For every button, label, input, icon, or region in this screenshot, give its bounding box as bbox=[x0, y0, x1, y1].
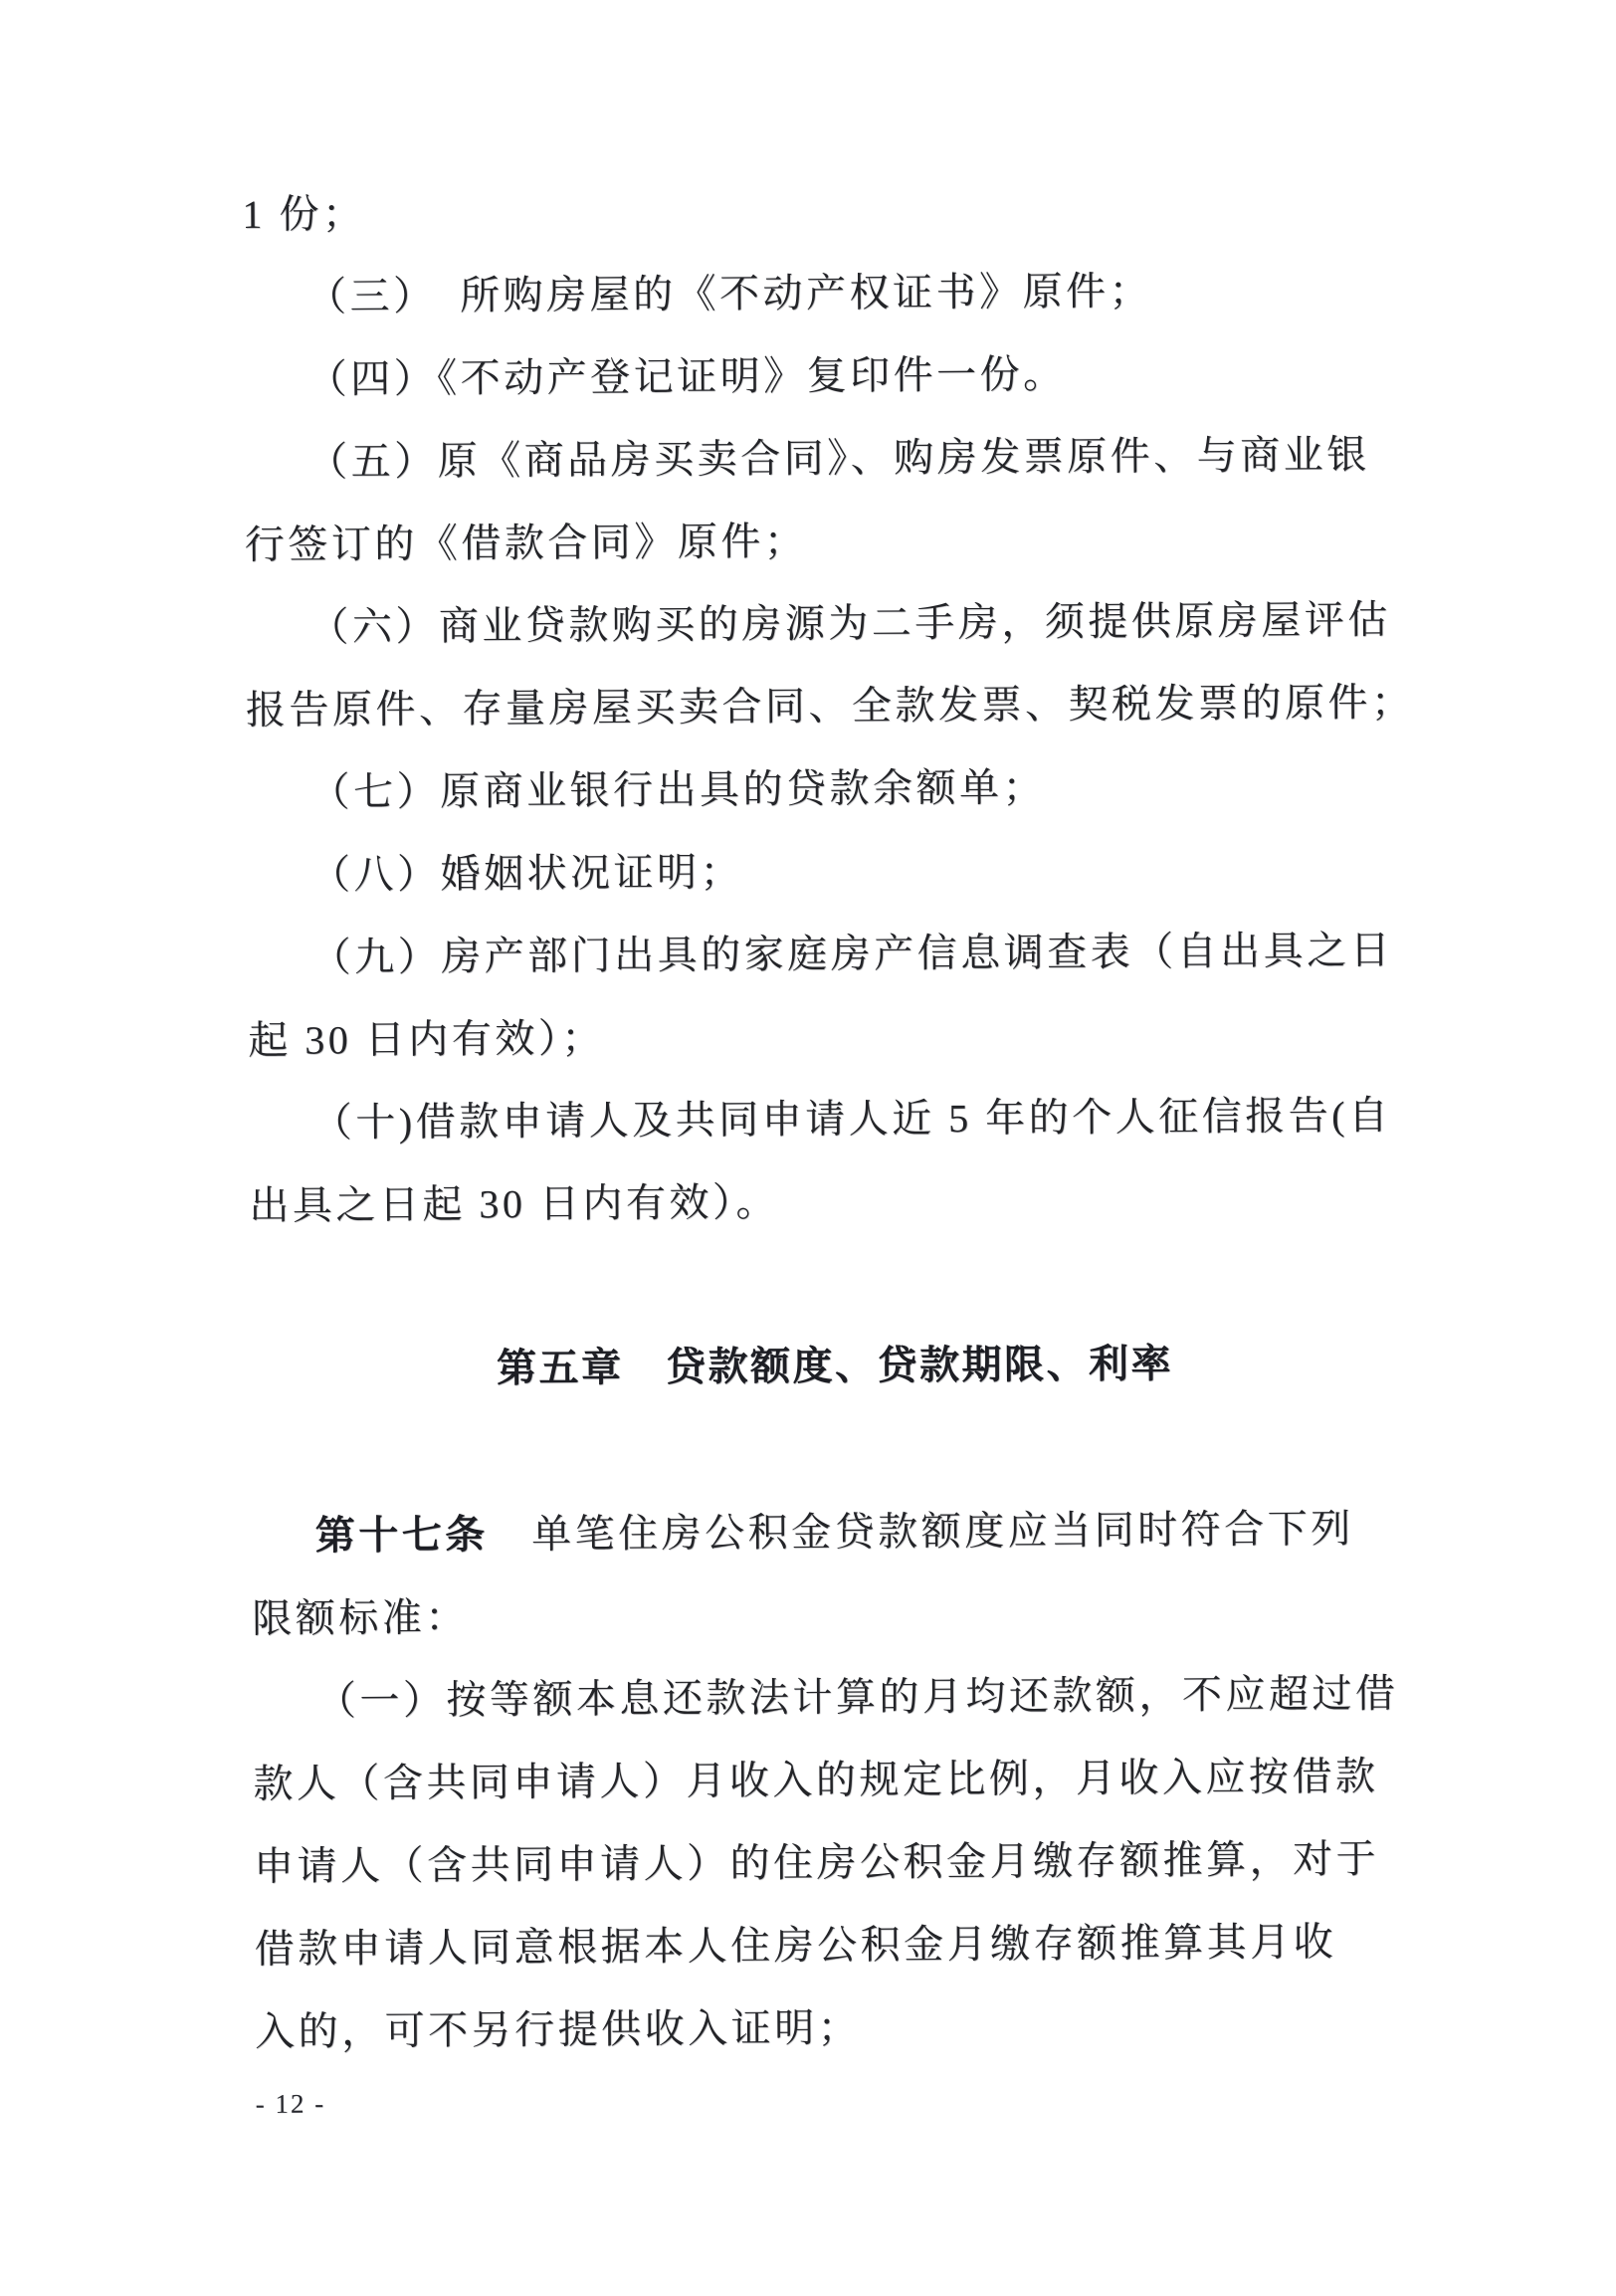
text-line: 起 30 日内有效）； bbox=[248, 1015, 605, 1064]
list-item-5: （五）原《商品房买卖合同》、购房发票原件、与商业银 bbox=[307, 432, 1370, 485]
page-content bbox=[242, 165, 1425, 2123]
text-line: 行签订的《借款合同》原件； bbox=[244, 519, 808, 568]
article-number: 第十七条 bbox=[314, 1513, 489, 1559]
article-text: 单笔住房公积金贷款额度应当同时符合下列 bbox=[488, 1506, 1354, 1558]
blank-line bbox=[251, 1404, 1421, 1495]
text-line: 限额标准： bbox=[252, 1594, 469, 1641]
text-line: 借款申请人同意根据本人住房公积金月缴存额推算其月收 bbox=[254, 1919, 1337, 1972]
article-first-line bbox=[251, 1487, 1421, 1577]
list-item-6: （六）商业贷款购买的房源为二手房，须提供原房屋评估 bbox=[308, 596, 1391, 650]
list-item-7: （七）原商业银行出具的贷款余额单； bbox=[309, 764, 1047, 815]
list-item-4: （四）《不动产登记证明》复印件一份。 bbox=[306, 351, 1067, 402]
text-line: 款人（含共同申请人）月收入的规定比例，月收入应按借款 bbox=[253, 1754, 1379, 1806]
list-item-8: （八）婚姻状况证明； bbox=[309, 849, 744, 898]
list-item-3: （三） 所购房屋的《不动产权证书》原件； bbox=[305, 268, 1153, 319]
text-line: 1 份； bbox=[242, 191, 366, 238]
blank-line bbox=[250, 1239, 1420, 1330]
text-line: 申请人（含共同申请人）的住房公积金月缴存额推算，对于 bbox=[253, 1836, 1380, 1889]
list-item-9: （九）房产部门出具的家庭房产信息调查表（自出具之日 bbox=[310, 927, 1394, 980]
list-item-1: （一）按等额本息还款法计算的月均还款额，不应超过借 bbox=[315, 1670, 1399, 1724]
text-line: 报告原件、存量房屋买卖合同、全款发票、契税发票的原件； bbox=[245, 679, 1415, 733]
chapter-heading: 第五章 贷款额度、贷款期限、利率 bbox=[496, 1342, 1174, 1391]
text-line: 出具之日起 30 日内有效）。 bbox=[249, 1179, 780, 1228]
list-item-10: （十)借款申请人及共同申请人近 5 年的个人征信报告(自 bbox=[311, 1092, 1392, 1146]
text-line: 入的，可不另行提供收入证明； bbox=[255, 2004, 862, 2054]
page-number: - 12 - bbox=[255, 2088, 326, 2119]
